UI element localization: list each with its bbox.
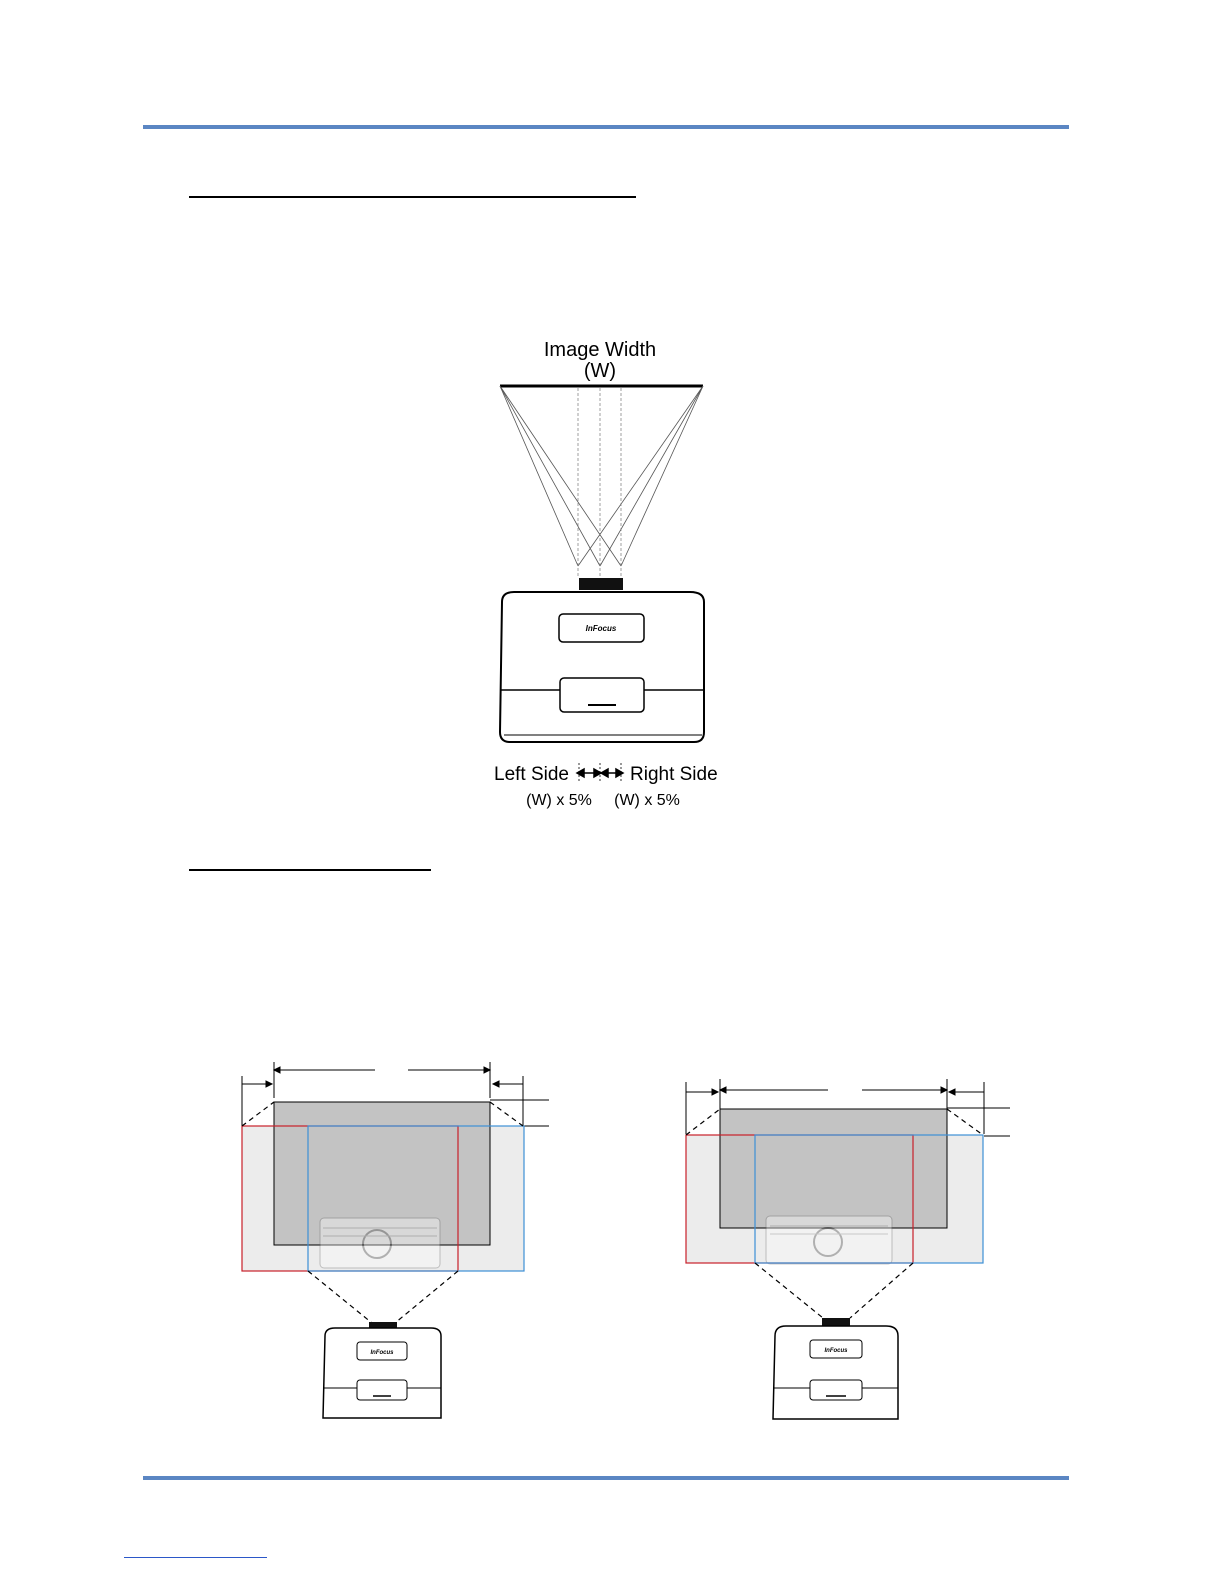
projector-right-brand: InFocus [824,1348,848,1354]
brand-logo-text: InFocus [585,624,617,633]
lens-shift-diagram [480,330,740,820]
right-side-value: (W) x 5% [614,792,680,809]
projection-rays [500,386,703,566]
projector-top-view [500,578,704,742]
projector-left [323,1322,441,1418]
section-heading-underline-2 [189,869,431,871]
image-width-symbol: (W) [583,360,617,382]
footer-link-underline[interactable] [124,1557,267,1558]
right-side-label: Right Side [630,764,718,785]
footer-rule [143,1476,1069,1480]
image-width-label: Image Width [543,339,657,361]
shift-arrows [577,763,623,783]
left-side-value: (W) x 5% [526,792,592,809]
center-guides [578,388,621,578]
shift-range-diagram-left [235,1058,555,1423]
left-side-label: Left Side [494,764,569,785]
projector-left-brand: InFocus [370,1350,394,1356]
shift-range-diagram-right [680,1076,1020,1426]
faded-projector-right [766,1216,892,1264]
faded-projector [320,1218,440,1268]
section-heading-underline [189,196,636,198]
header-rule [143,125,1069,129]
projector-right [773,1318,898,1419]
